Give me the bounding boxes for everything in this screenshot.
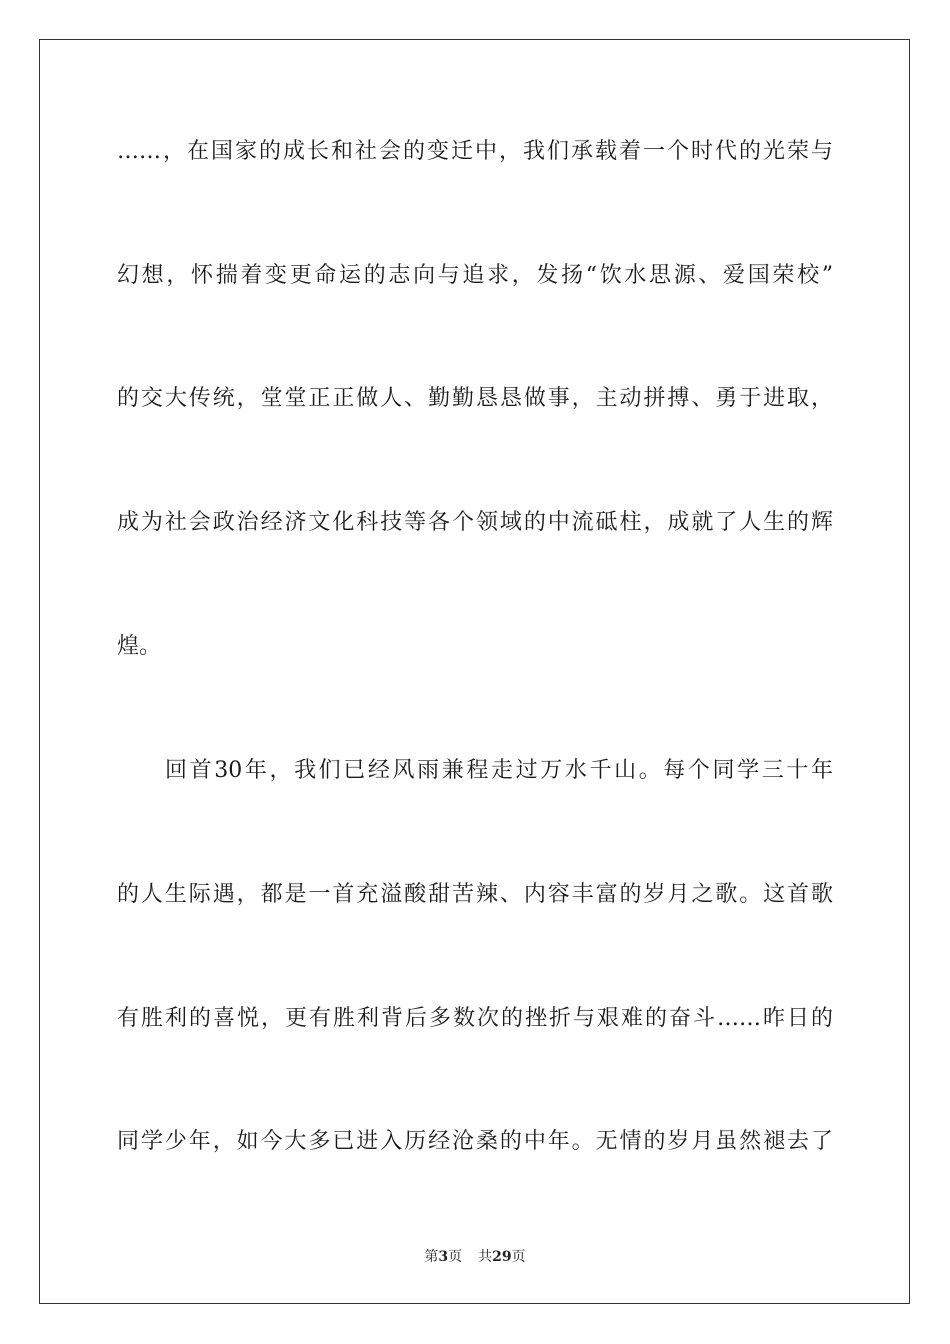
page-border xyxy=(39,39,910,1304)
text-line: 同学少年，如今大多已进入历经沧桑的中年。无情的岁月虽然褪去了 xyxy=(117,1129,833,1154)
text-line: 回首30年，我们已经风雨兼程走过万水千山。每个同学三十年 xyxy=(165,758,833,783)
page-suffix: 页 xyxy=(448,1249,463,1265)
total-pages: 29 xyxy=(492,1249,512,1265)
text-line: 成为社会政治经济文化科技等各个领域的中流砥柱，成就了人生的辉 xyxy=(117,510,833,535)
text-line: ……，在国家的成长和社会的变迁中，我们承载着一个时代的光荣与 xyxy=(117,139,833,164)
text-line: 幻想，怀揣着变更命运的志向与追求，发扬“饮水思源、爱国荣校” xyxy=(117,263,833,288)
text-line: 的人生际遇，都是一首充溢酸甜苦辣、内容丰富的岁月之歌。这首歌 xyxy=(117,882,833,907)
text-line: 煌。 xyxy=(117,634,162,659)
page-prefix: 第 xyxy=(424,1249,439,1265)
page-footer xyxy=(0,1248,950,1266)
text-line: 的交大传统，堂堂正正做人、勤勤恳恳做事，主动拼搏、勇于进取， xyxy=(117,386,833,411)
total-suffix: 页 xyxy=(511,1249,526,1265)
text-line: 有胜利的喜悦，更有胜利背后多数次的挫折与艰难的奋斗……昨日的 xyxy=(117,1006,833,1031)
page-number: 3 xyxy=(438,1249,449,1265)
total-prefix: 共 xyxy=(478,1249,493,1265)
